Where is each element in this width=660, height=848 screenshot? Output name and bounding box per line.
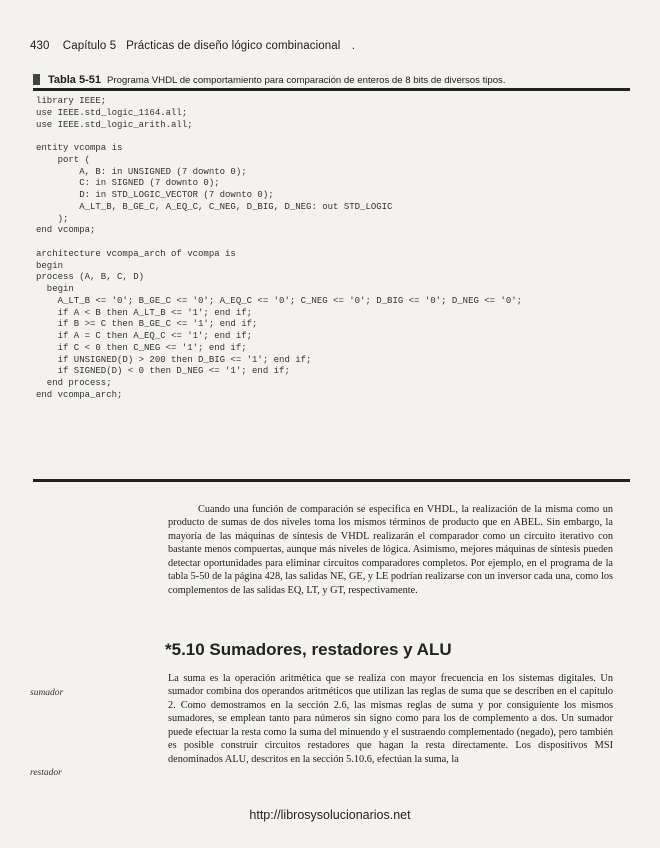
code-line: C: in SIGNED (7 downto 0); (36, 178, 220, 189)
code-line: architecture vcompa_arch of vcompa is (36, 248, 236, 259)
table-caption-text: Programa VHDL de comportamiento para comparación de enteros de 8 bits de diversos tipos. (107, 75, 506, 86)
code-line (36, 237, 628, 249)
code-line: if A = C then A_EQ_C <= '1'; end if; (36, 331, 253, 341)
footer-url: http://librosysolucionarios.net (249, 808, 411, 822)
margin-note-restador: restador (30, 768, 62, 778)
page-number: 430 (30, 40, 50, 52)
code-line: begin (36, 260, 64, 271)
code-line (36, 131, 628, 143)
table-marker-icon (33, 74, 40, 85)
code-line: ); (36, 213, 69, 224)
code-line: A_LT_B, B_GE_C, A_EQ_C, C_NEG, D_BIG, D_NEG: out STD_LOGIC (36, 201, 393, 212)
code-line: if UNSIGNED(D) > 200 then D_BIG <= '1'; end if; (36, 354, 312, 365)
code-line: use IEEE.std_logic_arith.all; (36, 119, 193, 130)
code-line: entity vcompa is (36, 143, 123, 153)
table-label: Tabla 5-51 (48, 74, 101, 86)
page-header (30, 40, 630, 52)
table-caption (33, 74, 628, 86)
code-line: process (A, B, C, D) (36, 272, 145, 283)
chapter-title: Capítulo 5 Prácticas de diseño lógico combinacional (62, 40, 341, 52)
code-line: if A < B then A_LT_B <= '1'; end if; (36, 307, 253, 318)
code-line: begin (36, 284, 74, 294)
code-line: D: in STD_LOGIC_VECTOR (7 downto 0); (36, 190, 274, 200)
code-line: library IEEE; (36, 96, 107, 106)
body-paragraph-1: Cuando una función de comparación se especifica en VHDL, la realización de la misma como un producto de sumas de dos niveles toma los mismos términos de producto que en ABEL. Sin embargo, la mayoría de las máquinas de síntesis de VHDL realizarán el comparador como un circuito iterativo con bastante menos compuertas, aunque más niveles de lógica. Asimismo, mejores máquinas de síntesis pueden detectar oportunidades para eliminar circuitos comparadores completos. Por ejemplo, en el programa de la tabla 5-50 de la página 428, las salidas NE, GE, y LE podrían realizarse con un inversor cada una, como los complementos de las salidas EQ, LT, y GT, respectivamente. (168, 504, 613, 596)
vhdl-code-block (36, 96, 628, 402)
body-paragraph-2: La suma es la operación aritmética que se realiza con mayor frecuencia en los sistemas digitales. Un sumador combina dos operandos aritméticos que utilizan las reglas de suma que se describen en el capítulo 2. Como demostramos en la sección 2.6, las mismas reglas de suma y por consiguiente los mismos sumadores, se emplean tanto para números sin signo como para los de complemento a dos. Un sumador puede efectuar la resta como la suma del minuendo y el sustraendo complementado (negado), pero también es posible construir circuitos restadores que hagan la resta directamente. Los dispositivos MSI denominados ALU, descritos en la sección 5.10.6, efectúan la suma, la (168, 673, 613, 765)
code-line: if SIGNED(D) < 0 then D_NEG <= '1'; end if; (36, 366, 290, 377)
section-title: *5.10 Sumadores, restadores y ALU (165, 640, 452, 659)
table-bottom-rule (33, 479, 630, 482)
header-dot: . (351, 40, 356, 52)
code-line: if B >= C then B_GE_C <= '1'; end if; (36, 319, 258, 330)
code-line: end vcompa_arch; (36, 389, 123, 400)
table-top-rule (33, 88, 630, 91)
code-line: port ( (36, 154, 91, 165)
code-line: A_LT_B <= '0'; B_GE_C <= '0'; A_EQ_C <= '0'; C_NEG <= '0'; D_BIG <= '0'; D_NEG <= '0'; (36, 295, 523, 306)
code-line: end vcompa; (36, 225, 96, 236)
margin-note-sumador: sumador (30, 688, 64, 698)
code-line: if C < 0 then C_NEG <= '1'; end if; (36, 342, 247, 353)
code-line: use IEEE.std_logic_1164.all; (36, 107, 188, 118)
code-line: end process; (36, 378, 112, 388)
code-line: A, B: in UNSIGNED (7 downto 0); (36, 166, 247, 177)
